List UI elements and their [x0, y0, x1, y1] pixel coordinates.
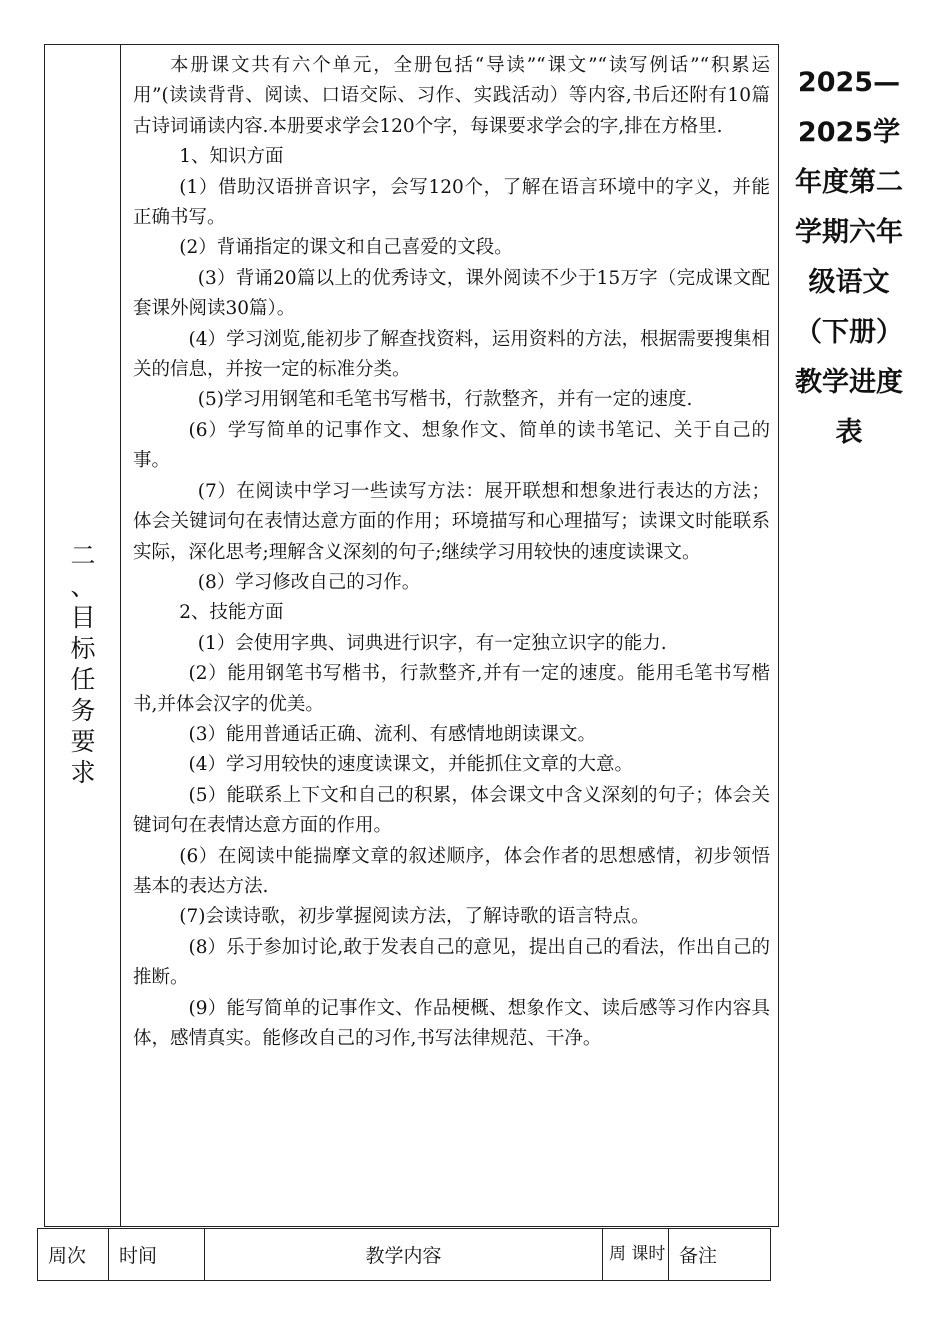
goal-paragraph: (2）能用钢笔书写楷书，行款整齐,并有一定的速度。能用毛笔书写楷书,并体会汉字的优美。	[133, 663, 770, 715]
goal-paragraph: (9）能写简单的记事作文、作品梗概、想象作文、读后感等习作内容具体，感情真实。能修改自己的习作,书写法律规范、干净。	[133, 997, 770, 1049]
goals-content	[121, 45, 778, 1226]
goal-paragraph: (2）背诵指定的课文和自己喜爱的文段。	[179, 237, 513, 259]
goal-paragraph: (1）会使用字典、词典进行识字，有一定独立识字的能力.	[197, 632, 667, 654]
goal-paragraph: (3）能用普通话正确、流利、有感情地朗读课文。	[188, 723, 596, 745]
goal-paragraph: (5）能联系上下文和自己的积累，体会课文中含义深刻的句子；体会关键词句在表情达意方面的作用。	[133, 784, 770, 837]
header-content: 教学内容	[205, 1229, 603, 1280]
section-label-char: 务	[70, 696, 96, 725]
section-label-char: 、	[70, 572, 96, 601]
goal-paragraph: (7)会读诗歌，初步掌握阅读方法，了解诗歌的语言特点。	[179, 906, 650, 928]
goals-table	[44, 44, 779, 1227]
goal-paragraph: 本册课文共有六个单元，全册包括“导读”“课文”“读写例话”“积累运用”(读读背背、阅读、口语交际、习作、实践活动）等内容,书后还附有10篇古诗词诵读内容.本册要求学会120个字，每课要求学会的字,排在方格里.	[133, 55, 770, 137]
goal-paragraph: 1、知识方面	[179, 146, 284, 168]
header-hours: 周 课时	[603, 1229, 669, 1280]
document-title: 2025—2025学年度第二学期六年级语文（下册）教学进度表	[795, 67, 903, 448]
section-label-char: 目	[70, 603, 96, 632]
header-time: 时间	[109, 1229, 205, 1280]
section-label-char: 求	[70, 758, 96, 787]
section-label-char: 标	[70, 634, 96, 663]
schedule-header-row	[37, 1228, 771, 1281]
goal-paragraph: (5)学习用钢笔和毛笔书写楷书，行款整齐，并有一定的速度.	[197, 389, 693, 411]
goal-paragraph: (7）在阅读中学习一些读写方法：展开联想和想象进行表达的方法；体会关键词句在表情达意方面的作用；环境描写和心理描写；读课文时能联系实际，深化思考;理解含义深刻的句子;继续学习用较快的速度读课文。	[133, 480, 770, 563]
goal-paragraph: (4）学习用较快的速度读课文，并能抓住文章的大意。	[188, 754, 633, 776]
section-label-cell	[45, 45, 121, 1226]
goal-paragraph: (1）借助汉语拼音识字，会写120个，了解在语言环境中的字义，并能正确书写。	[133, 176, 770, 229]
goal-paragraph: (6）学写简单的记事作文、想象作文、简单的读书笔记、关于自己的事。	[133, 419, 770, 472]
header-week: 周次	[38, 1229, 109, 1280]
section-label-char: 要	[70, 727, 96, 756]
goal-paragraph: (8）学习修改自己的习作。	[197, 571, 421, 593]
goal-paragraph: (4）学习浏览,能初步了解查找资料，运用资料的方法，根据需要搜集相关的信息，并按一定的标准分类。	[133, 328, 770, 381]
header-remark: 备注	[679, 1245, 718, 1267]
goal-paragraph: (8）乐于参加讨论,敢于发表自己的意见，提出自己的看法，作出自己的推断。	[133, 936, 770, 989]
goal-paragraph: (6）在阅读中能揣摩文章的叙述顺序，体会作者的思想感情，初步领悟基本的表达方法.	[133, 845, 770, 897]
section-label-char: 二	[70, 541, 96, 570]
goal-paragraph: 2、技能方面	[179, 602, 284, 624]
goal-paragraph: (3）背诵20篇以上的优秀诗文，课外阅读不少于15万字（完成课文配套课外阅读30篇）。	[133, 267, 770, 320]
section-label-char: 任	[70, 665, 96, 694]
section-label	[45, 540, 121, 788]
